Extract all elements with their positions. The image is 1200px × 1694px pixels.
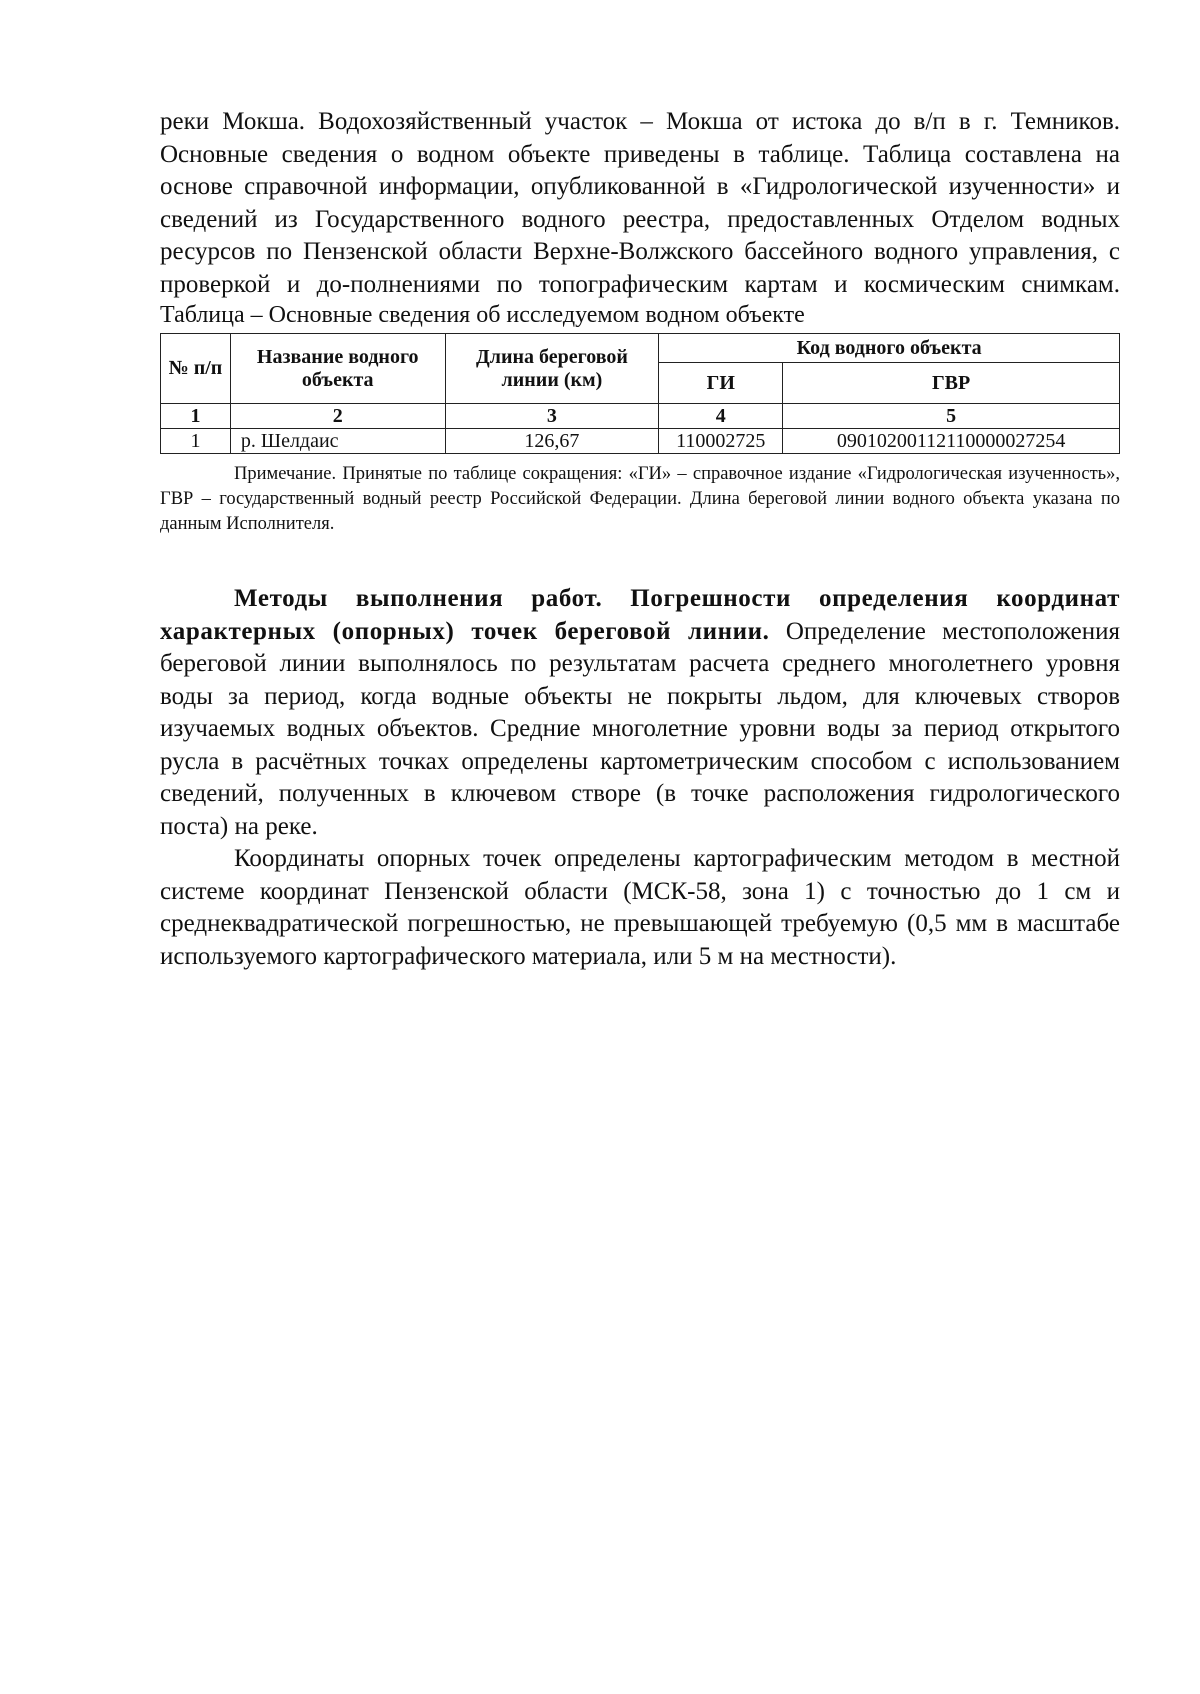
- column-number: 4: [659, 404, 783, 429]
- methods-paragraph-text: Определение местоположения береговой линии выполнялось по результатам расчета среднего многолетнего уровня воды за период, когда водные объекты не покрыты льдом, для ключевых створов изучаемых водных объектов. Средние многолетние уровни воды за период открытого русла в расчётных точках определены картометрическим способом с использованием сведений, полученных в ключевом створе (в точке расположения гидрологического поста) на реке.: [160, 617, 1121, 840]
- table-header-row: [161, 334, 1120, 363]
- methods-heading: Методы выполнения работ. Погрешности определения координат характерных (опорных) точек береговой линии.: [160, 585, 1120, 645]
- header-length: Длина береговой линии (км): [445, 334, 659, 404]
- table-caption: Таблица – Основные сведения об исследуемом водном объекте: [160, 302, 805, 328]
- header-gvr: ГВР: [783, 363, 1120, 404]
- column-number: 1: [161, 404, 231, 429]
- water-object-table: [160, 333, 1120, 454]
- header-num: № п/п: [161, 334, 231, 404]
- methods-section: [160, 583, 1120, 973]
- table-column-numbers-row: [161, 404, 1120, 429]
- header-name: Название водного объекта: [230, 334, 445, 404]
- cell-num: 1: [161, 429, 231, 454]
- column-number: 3: [445, 404, 659, 429]
- intro-paragraph: реки Мокша. Водохозяйственный участок – Мокша от истока до в/п в г. Темников. Основные сведения о водном объекте приведены в таблице. Таблица составлена на основе справочной информации, опубликованной в «Гидрологической изученности» и сведений из Государственного водного реестра, предоставленных Отделом водных ресурсов по Пензенской области Верхне-Волжского бассейного водного управления, с проверкой и до-полнениями по топографическим картам и космическим снимкам.: [160, 108, 1120, 298]
- column-number: 5: [783, 404, 1120, 429]
- table-row: [161, 429, 1120, 454]
- cell-gvr: 09010200112110000027254: [783, 429, 1120, 454]
- header-code-group: Код водного объекта: [659, 334, 1120, 363]
- coordinates-paragraph: Координаты опорных точек определены картографическим методом в местной системе координат Пензенской области (МСК-58, зона 1) с точностью до 1 см и среднеквадратической погрешностью, не превышающей требуемую (0,5 мм в масштабе используемого картографического материала, или 5 м на местности).: [160, 845, 1120, 970]
- table-note: Примечание. Принятые по таблице сокращения: «ГИ» – справочное издание «Гидрологическая изученность», ГВР – государственный водный реестр Российской Федерации. Длина береговой линии водного объекта указана по данным Исполнителя.: [160, 464, 1120, 534]
- header-gi: ГИ: [659, 363, 783, 404]
- column-number: 2: [230, 404, 445, 429]
- document-page: [160, 106, 1120, 973]
- cell-length: 126,67: [445, 429, 659, 454]
- methods-paragraph: [160, 583, 1120, 843]
- cell-name: р. Шелдаис: [230, 429, 445, 454]
- cell-gi: 110002725: [659, 429, 783, 454]
